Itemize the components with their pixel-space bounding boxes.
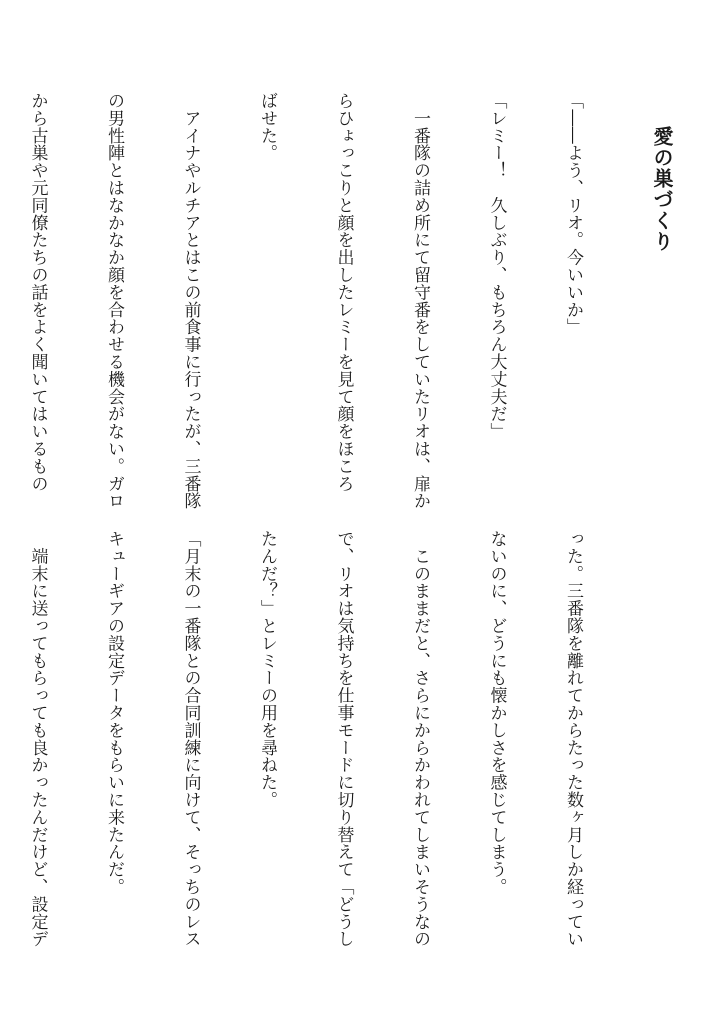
text-line: で、リオは気持ちを仕事モードに切り替えて「どうし — [333, 530, 354, 948]
text-line: の男性陣とはなかなか顔を合わせる機会がない。ガロ — [104, 92, 124, 510]
text-line: から古巣や元同僚たちの話をよく聞いてはいるもの — [27, 92, 48, 493]
text-line: 「――よう、リオ。今いいか」 — [563, 92, 583, 336]
upper-text-block — [0, 92, 636, 510]
text-line: 「月末の一番隊との合同訓練に向けて、そっちのレス — [180, 530, 201, 948]
text-line: った。三番隊を離れてからたった数ヶ月しか経ってい — [563, 530, 583, 948]
text-line: 一番隊の詰め所にて留守番をしていたリオは、扉か — [410, 92, 430, 510]
text-line: このままだと、さらにからかわれてしまいそうなの — [410, 530, 430, 948]
chapter-title: 愛の巣づくり — [650, 126, 674, 252]
text-line: 端末に送ってもらっても良かったんだけど、設定デ — [27, 530, 48, 948]
text-line: ばせた。 — [257, 92, 277, 162]
lower-text-block — [0, 530, 636, 970]
text-line: たんだ？」とレミーの用を尋ねた。 — [257, 530, 277, 809]
text-line: ないのに、どうにも懐かしさを感じてしまう。 — [486, 530, 507, 896]
text-line: らひょっこりと顔を出したレミーを見て顔をほころ — [333, 92, 354, 493]
text-line: 「レミー！ 久しぶり、もちろん大丈夫だ」 — [486, 92, 507, 440]
text-line: キューギアの設定データをもらいに来たんだ。 — [104, 530, 124, 896]
text-line: アイナやルチアとはこの前食事に行ったが、三番隊 — [180, 92, 201, 510]
